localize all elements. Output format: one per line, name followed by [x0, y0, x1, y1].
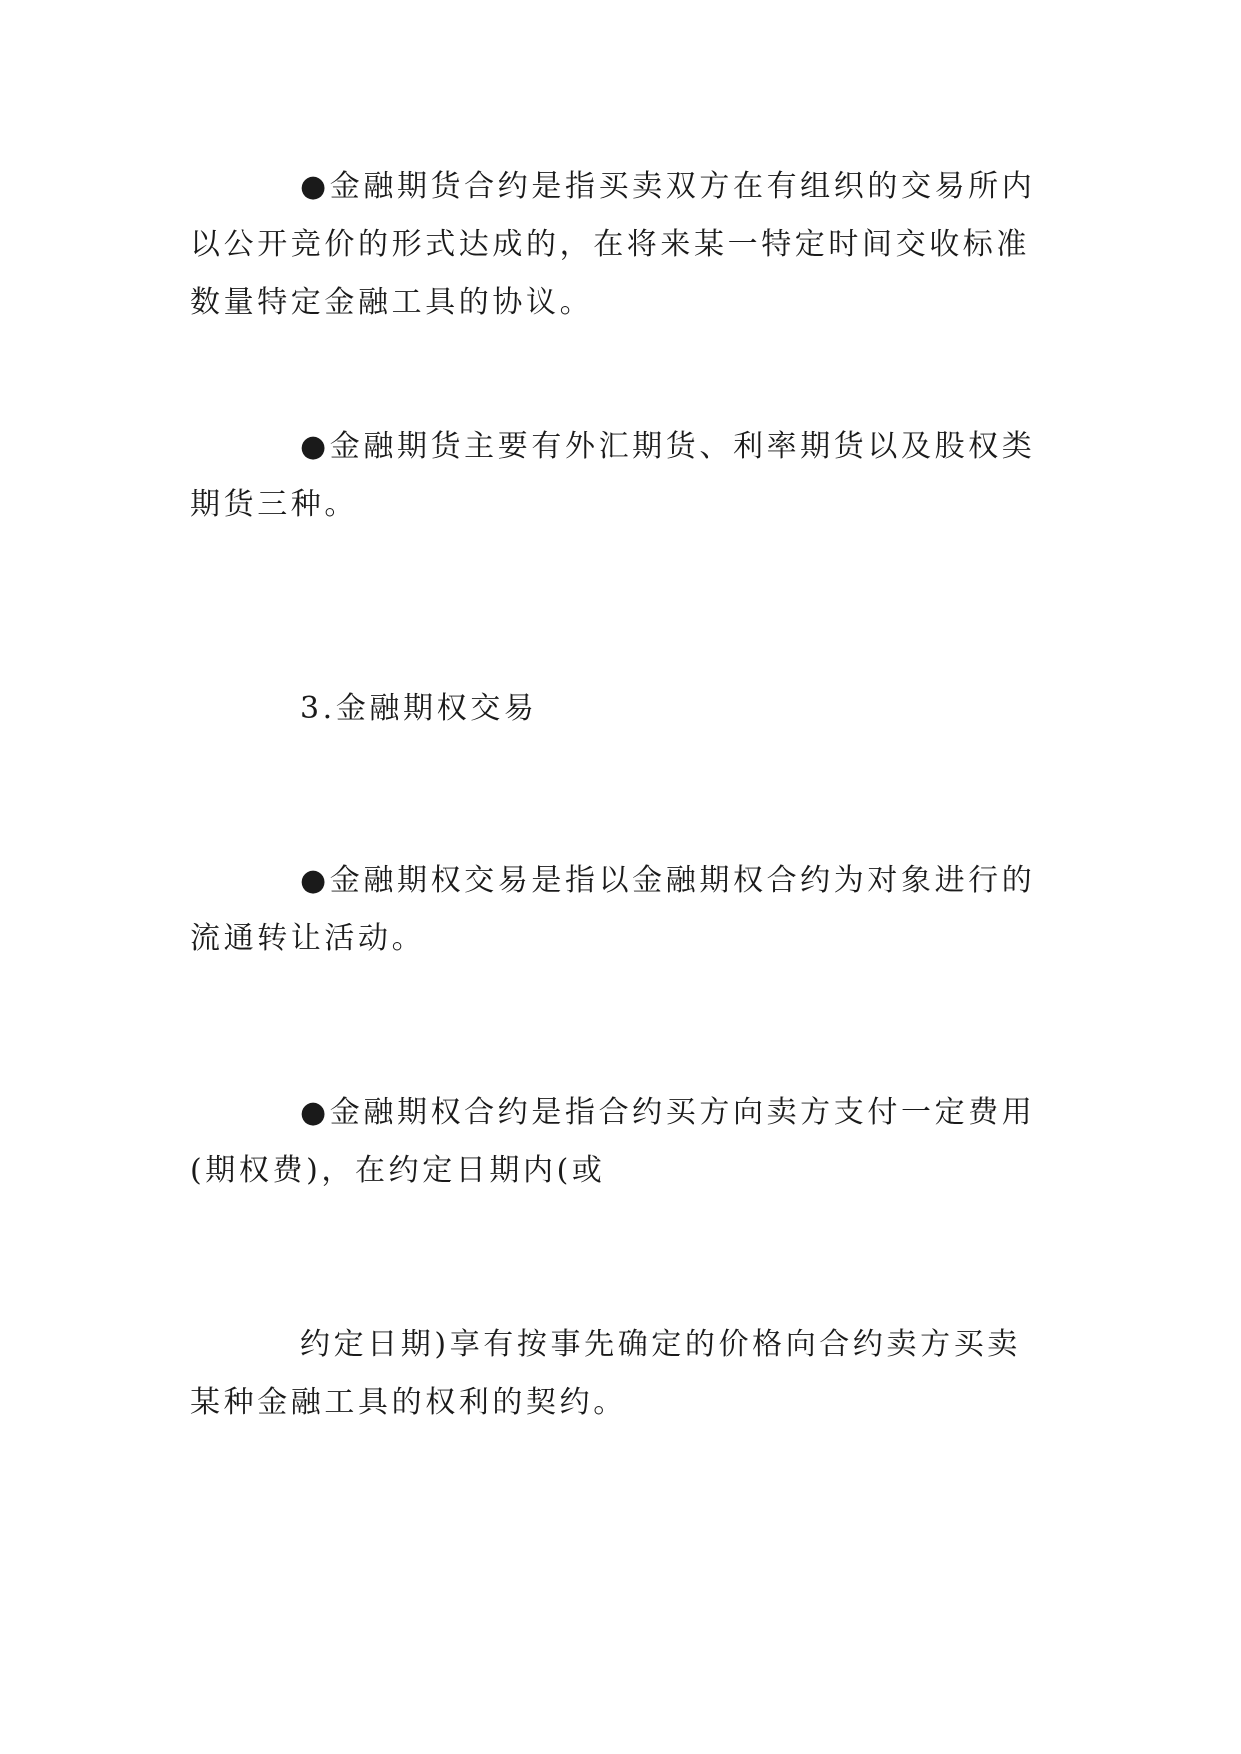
paragraph-options-contract-continuation: 约定日期)享有按事先确定的价格向合约卖方买卖某种金融工具的权利的契约。	[190, 1327, 1021, 1420]
paragraph-futures-contract-definition: ●金融期货合约是指买卖双方在有组织的交易所内以公开竞价的形式达成的，在将来某一特定时间交收标准数量特定金融工具的协议。	[190, 169, 1036, 320]
paragraph-futures-types: ●金融期货主要有外汇期货、利率期货以及股权类期货三种。	[190, 429, 1036, 522]
section-heading-options-trading: 3.金融期权交易	[300, 691, 538, 726]
paragraph-options-trading-definition: ●金融期权交易是指以金融期权合约为对象进行的流通转让活动。	[190, 863, 1036, 956]
paragraph-options-contract-definition: ●金融期权合约是指合约买方向卖方支付一定费用(期权费)，在约定日期内(或	[190, 1095, 1036, 1188]
